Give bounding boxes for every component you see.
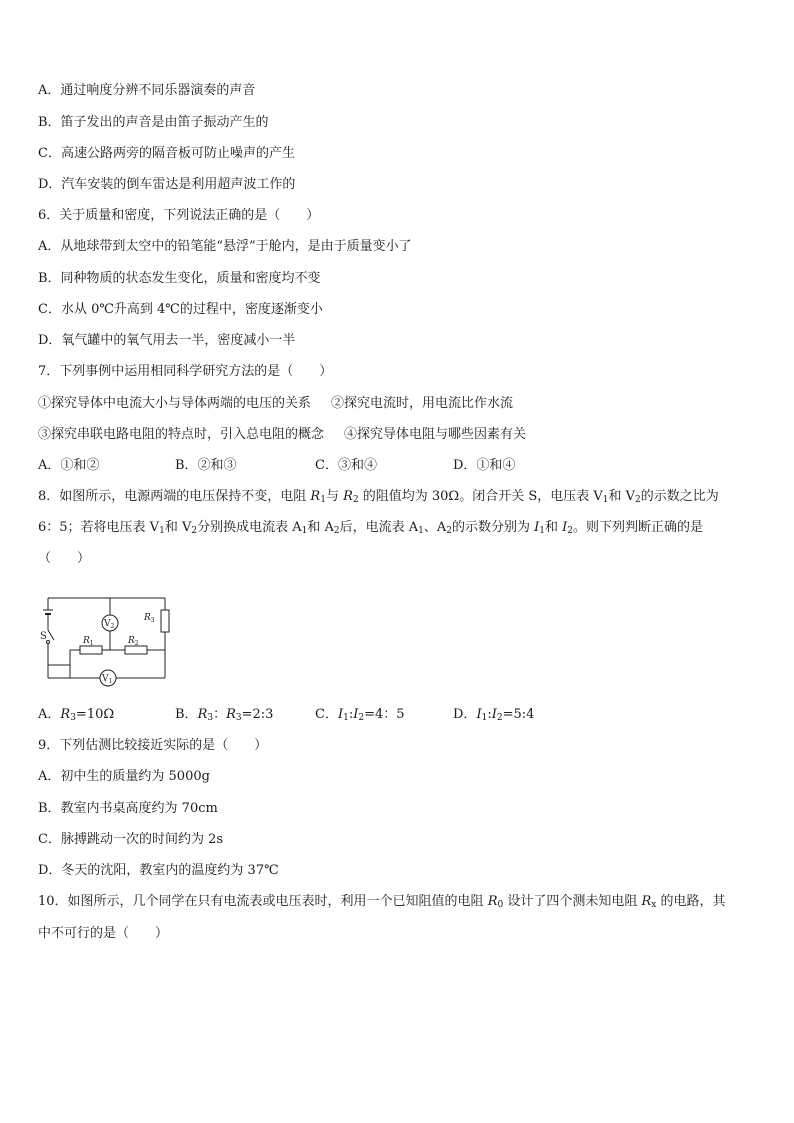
q8-option-b: B．$R_3$：$R_3=2:3$ [175, 707, 274, 723]
q5-option-a: A．通过响度分辨不同乐器演奏的声音 [38, 83, 256, 98]
q9-stem: 9．下列估测比较接近实际的是（ ） [38, 738, 268, 753]
q6-option-c: C．水从 0℃升高到 4℃的过程中，密度逐渐变小 [38, 302, 323, 317]
q8-stem-line1: 8．如图所示，电源两端的电压保持不变，电阻 $R_1$与 $R_2$ 的阻值均为 30Ω。闭合开关 S，电压表 $V_1$和 $V_2$的示数之比为 [38, 489, 719, 505]
q10-stem-line2: 中不可行的是（ ） [38, 926, 169, 941]
q6-option-b: B．同种物质的状态发生变化，质量和密度均不变 [38, 271, 321, 286]
q9-option-d: D．冬天的沈阳，教室内的温度约为 37℃ [38, 863, 279, 878]
q7-stem: 7．下列事例中运用相同科学研究方法的是（ ） [38, 364, 333, 379]
circuit-switch-label: S [40, 631, 47, 642]
q7-option-b: B．②和③ [175, 458, 237, 473]
q7-item-3: ③探究串联电路电阻的特点时，引入总电阻的概念 [38, 427, 325, 442]
q8-option-d: D．$I_1:I_2=5:4$ [453, 707, 535, 723]
q8-stem-line3: （ ） [38, 551, 91, 566]
q8-stem-line2: 6：5；若将电压表 $V_1$和 $V_2$分别换成电流表 $A_1$和 $A_2$后，电流表 $A_1$、$A_2$的示数分别为 $I_1$和 $I_2$。则下列判断正确的是 [38, 520, 704, 536]
q6-option-d: D．氧气罐中的氧气用去一半，密度减小一半 [38, 333, 296, 348]
circuit-v2-label: $V_2$ [104, 619, 115, 630]
q7-option-a: A．①和② [38, 458, 100, 473]
q9-option-c: C．脉搏跳动一次的时间约为 2s [38, 832, 224, 847]
q5-option-c: C．高速公路两旁的隔音板可防止噪声的产生 [38, 146, 295, 161]
q5-option-d: D．汽车安装的倒车雷达是利用超声波工作的 [38, 177, 296, 192]
q7-item-4: ④探究导体电阻与哪些因素有关 [344, 427, 527, 442]
q8-option-a: A．$R_3=10\Omega$ [38, 707, 115, 723]
q7-option-c: C．③和④ [315, 458, 377, 473]
q7-item-1: ①探究导体中电流大小与导体两端的电压的关系 [38, 396, 312, 411]
q8-option-c: C．$I_1:I_2=4$：5 [315, 707, 405, 723]
q9-option-b: B．教室内书桌高度约为 70cm [38, 801, 218, 816]
q5-option-b: B．笛子发出的声音是由笛子振动产生的 [38, 115, 269, 130]
q10-stem-line1: 10．如图所示，几个同学在只有电流表或电压表时，利用一个已知阻值的电阻 $R_0$ 设计了四个测未知电阻 $R_x$ 的电路，其 [38, 894, 726, 910]
circuit-r2-label: $R_2$ [128, 636, 139, 647]
circuit-v1-label: $V_1$ [102, 674, 113, 685]
circuit-r1-label: $R_1$ [83, 636, 94, 647]
q7-item-2: ②探究电流时，用电流比作水流 [331, 396, 514, 411]
circuit-r3-label: $R_3$ [144, 613, 155, 624]
q7-option-d: D．①和④ [453, 458, 516, 473]
q8-circuit-diagram [40, 590, 180, 690]
q9-option-a: A．初中生的质量约为 5000g [38, 769, 210, 784]
q7-items-row2 [38, 426, 526, 444]
q7-items-row1 [38, 395, 513, 413]
q6-option-a: A．从地球带到太空中的铅笔能“悬浮”于舱内，是由于质量变小了 [38, 239, 412, 254]
q6-stem: 6．关于质量和密度，下列说法正确的是（ ） [38, 208, 320, 223]
